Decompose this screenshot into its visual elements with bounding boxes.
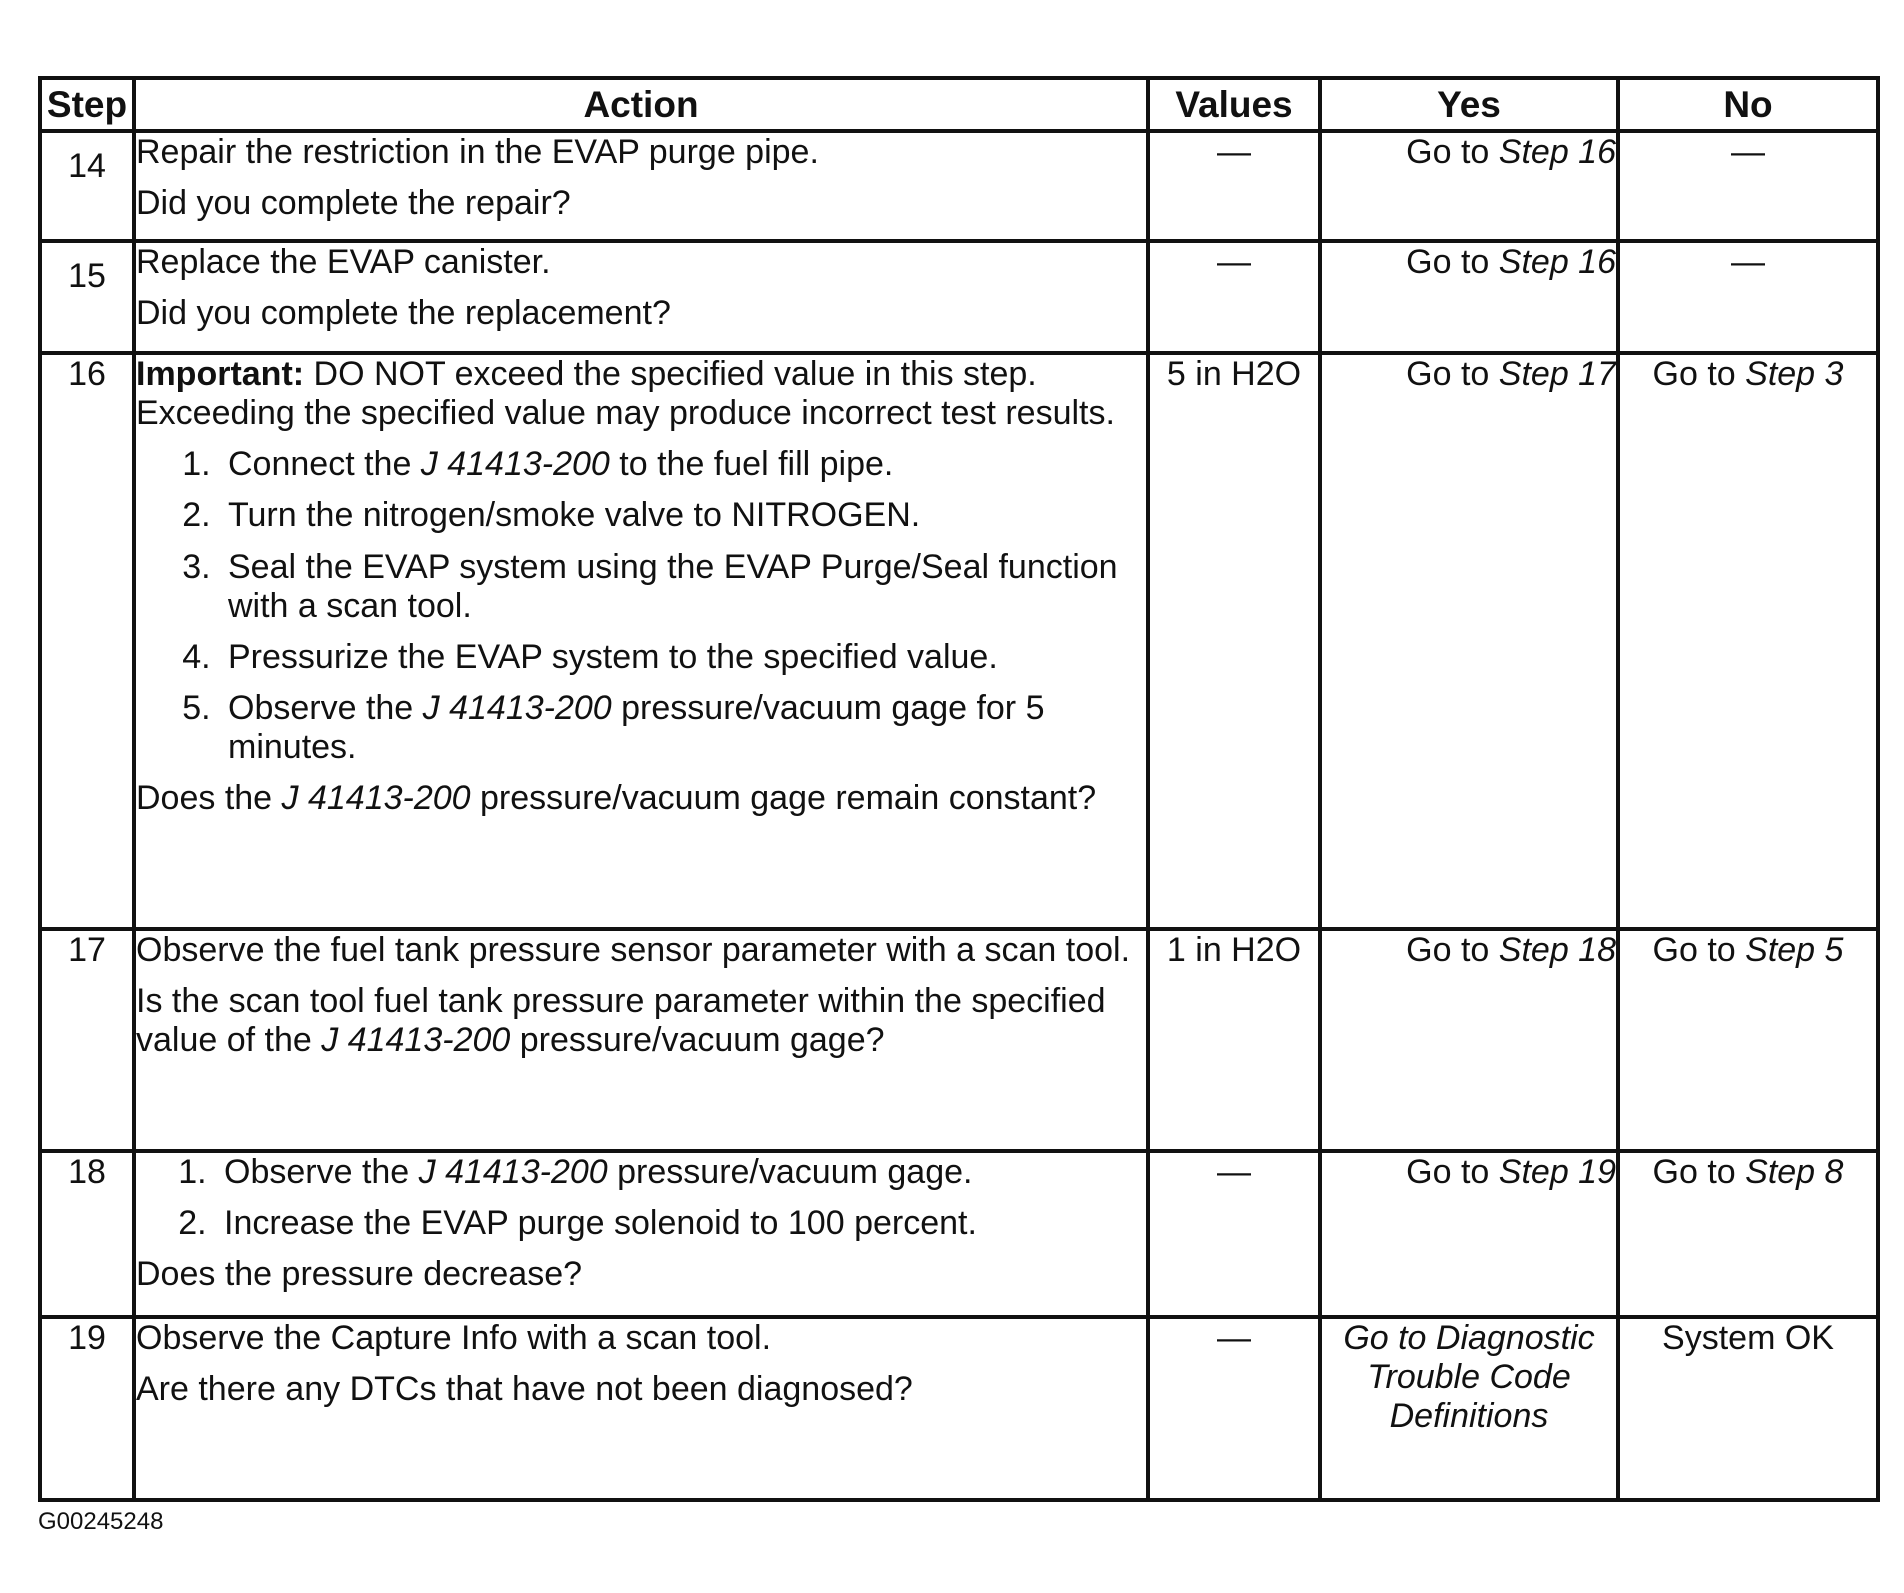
- important-text: DO NOT exceed the specified value in this step. Exceeding the specified value may produce incorrect test results.: [136, 355, 1115, 433]
- diagnostic-table: [38, 76, 1880, 1502]
- table-row: [40, 131, 1878, 241]
- action-question: Are there any DTCs that have not been diagnosed?: [136, 1369, 913, 1408]
- action-text: Observe the Capture Info with a scan tool.: [136, 1318, 772, 1357]
- goto-prefix: Go to: [1652, 1152, 1746, 1191]
- values-cell: —: [1148, 1317, 1320, 1500]
- list-item: 5. Observe the J 41413-200 pressure/vacuum gage for 5 minutes.: [220, 689, 1146, 767]
- important-note: [136, 355, 1146, 433]
- goto-step-link[interactable]: Step 8: [1745, 1152, 1844, 1191]
- tool-reference: J 41413-200: [418, 1152, 608, 1191]
- list-item: 1. Connect the J 41413-200 to the fuel fill pipe.: [220, 445, 1146, 484]
- header-values: Values: [1148, 78, 1320, 131]
- no-cell: [1618, 1151, 1878, 1317]
- system-ok-text: System OK: [1618, 1317, 1878, 1500]
- goto-step-link[interactable]: Step 5: [1745, 930, 1844, 969]
- goto-prefix: Go to: [1652, 355, 1746, 394]
- values-cell: —: [1148, 131, 1320, 241]
- goto-prefix: Go to: [1406, 243, 1499, 282]
- table-row: [40, 241, 1878, 353]
- step-number: 15: [40, 241, 134, 353]
- dtc-definitions-link[interactable]: Go to Diagnostic Trouble Code Definitions: [1320, 1317, 1618, 1500]
- header-row: [40, 78, 1878, 131]
- action-question: Does the J 41413-200 pressure/vacuum gage remain constant?: [136, 779, 1097, 817]
- goto-prefix: Go to: [1652, 930, 1746, 969]
- list-item: 2. Increase the EVAP purge solenoid to 100 percent.: [216, 1204, 1146, 1243]
- goto-prefix: Go to: [1406, 930, 1499, 969]
- header-action: Action: [134, 78, 1148, 131]
- step-number: 16: [40, 353, 134, 928]
- procedure-list: [136, 445, 1146, 767]
- action-cell: [134, 241, 1148, 353]
- goto-step-link[interactable]: Step 16: [1498, 133, 1616, 171]
- action-question: Is the scan tool fuel tank pressure parameter within the specified value of the J 41413-200 pressure/vacuum gage?: [136, 981, 1106, 1059]
- action-cell: [134, 1151, 1148, 1317]
- tool-reference: J 41413-200: [420, 445, 610, 484]
- action-text: Replace the EVAP canister.: [136, 243, 551, 282]
- no-cell: [1618, 929, 1878, 1151]
- action-text: Repair the restriction in the EVAP purge pipe.: [136, 133, 819, 171]
- header-step: Step: [40, 78, 134, 131]
- yes-cell: [1320, 131, 1618, 241]
- tool-reference: J 41413-200: [422, 688, 612, 727]
- list-item: 4. Pressurize the EVAP system to the specified value.: [220, 638, 1146, 677]
- table-row: [40, 929, 1878, 1151]
- action-text: Observe the fuel tank pressure sensor parameter with a scan tool.: [136, 930, 1131, 969]
- no-cell: —: [1618, 131, 1878, 241]
- values-cell: 5 in H2O: [1148, 353, 1320, 928]
- action-cell: [134, 353, 1148, 928]
- goto-step-link[interactable]: Step 18: [1498, 930, 1616, 969]
- list-item: 2. Turn the nitrogen/smoke valve to NITROGEN.: [220, 496, 1146, 535]
- table-row: [40, 1317, 1878, 1500]
- action-cell: [134, 1317, 1148, 1500]
- values-cell: —: [1148, 241, 1320, 353]
- tool-reference: J 41413-200: [321, 1020, 511, 1059]
- yes-cell: [1320, 241, 1618, 353]
- figure-id: G00245248: [38, 1508, 164, 1535]
- goto-prefix: Go to: [1406, 1152, 1499, 1191]
- action-question: Did you complete the repair?: [136, 184, 571, 223]
- goto-prefix: Go to: [1406, 355, 1499, 394]
- list-item: 1. Observe the J 41413-200 pressure/vacuum gage.: [216, 1153, 1146, 1192]
- list-item: 3. Seal the EVAP system using the EVAP Purge/Seal function with a scan tool.: [220, 548, 1146, 626]
- action-cell: [134, 929, 1148, 1151]
- header-no: No: [1618, 78, 1878, 131]
- tool-reference: J 41413-200: [281, 779, 471, 817]
- action-question: Did you complete the replacement?: [136, 294, 671, 333]
- values-cell: 1 in H2O: [1148, 929, 1320, 1151]
- table-row: [40, 353, 1878, 928]
- goto-step-link[interactable]: Step 19: [1498, 1152, 1616, 1191]
- yes-cell: [1320, 1151, 1618, 1317]
- step-number: 14: [40, 131, 134, 241]
- action-question: Does the pressure decrease?: [136, 1254, 583, 1293]
- step-number: 19: [40, 1317, 134, 1500]
- step-number: 18: [40, 1151, 134, 1317]
- goto-step-link[interactable]: Step 17: [1498, 355, 1616, 394]
- values-cell: —: [1148, 1151, 1320, 1317]
- header-yes: Yes: [1320, 78, 1618, 131]
- goto-step-link[interactable]: Step 16: [1498, 243, 1616, 282]
- goto-prefix: Go to: [1406, 133, 1499, 171]
- goto-step-link[interactable]: Step 3: [1745, 355, 1844, 394]
- important-label: Important:: [136, 355, 305, 394]
- no-cell: —: [1618, 241, 1878, 353]
- procedure-list: [136, 1153, 1146, 1243]
- yes-cell: [1320, 929, 1618, 1151]
- step-number: 17: [40, 929, 134, 1151]
- yes-cell: [1320, 353, 1618, 928]
- no-cell: [1618, 353, 1878, 928]
- action-cell: [134, 131, 1148, 241]
- table-row: [40, 1151, 1878, 1317]
